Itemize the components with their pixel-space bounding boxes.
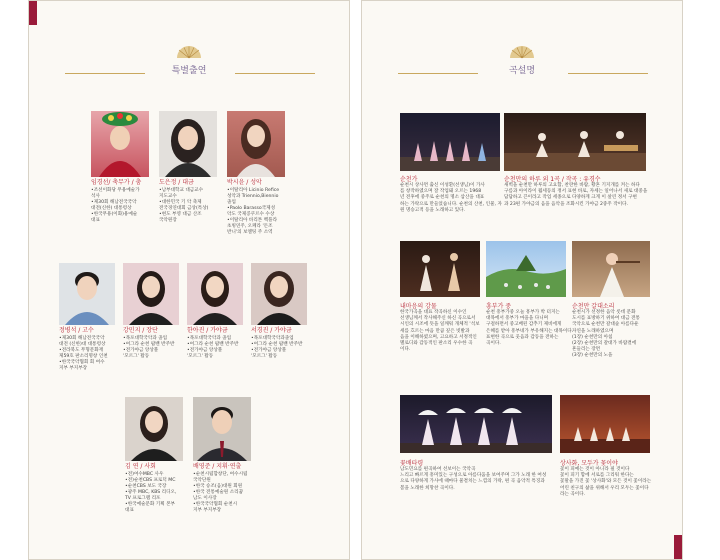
title-divider	[568, 73, 648, 74]
program-photo	[400, 395, 552, 453]
program-description: 남도민요를 편곡하여 선보이는 국악곡 느리고 빠르게 흥미있는 구성으로 아름다움을 보여주며 그가 노래 한 여성 으로 다양하게 가사에 때마다 물결치는 느낌의 가락, 편 곡 음악적 특징과 봄을 노래한 희망찬 곡이다.	[400, 467, 547, 491]
program-photo	[572, 241, 650, 297]
program-title: 상사화, 모두가 꽃이야	[560, 460, 618, 467]
performer-name: 한아진 / 가야금	[187, 327, 228, 334]
fan-icon	[508, 45, 536, 59]
performer-bio: •목포대학국악과졸업 •여그라 순천 팝밴 반주반 •전가야금 앙상블 '모르그' 활동	[251, 336, 303, 359]
performer-name: 정병석 / 고수	[59, 327, 94, 334]
performer-name: 배영준 / 지휘·연출	[193, 463, 242, 470]
program-title: 내마음의 강물	[400, 303, 437, 310]
performer-photo	[227, 111, 285, 177]
title-divider	[65, 73, 145, 74]
program-title: 흥부가 중	[486, 303, 512, 310]
performer-bio: •조선이화당 무용예술가 석사 •제30회 해남전국국악 대전(신한) 대통령상 •한국무용(이화)용예술 대표	[91, 188, 140, 223]
program-title: 꽃배타령	[400, 460, 424, 467]
fan-icon	[175, 45, 203, 59]
program-photo	[400, 113, 500, 171]
performer-bio: •순천시립합창단, 여수시립 국악단원 •한국 승조(음)대원 회원 •한국 전통예술원 소리꿈 남도 이사장 •한국국악협회 순천시 지부 부지부장	[193, 472, 248, 513]
corner-tab	[674, 535, 682, 559]
program-description: 한국가곡을 대표 작곡하신 이수인 선생님께서 작사해주신 하신 곡으로서 시인의 시조에 뜻을 일깨워 개체적 '석보 세를 흐르는 마음 만큼 깊은 빗발과 음을 이해하였으며, 고요하고 서정적인 멜로디와 감동적인 판소리 우수한 곡 이다.	[400, 310, 480, 353]
program-photo	[400, 241, 480, 297]
program-description: 순천 흥부가중 오늘 흥부가 박 터지는 대목에서 흥부가 마을을 다니며 구걸하면서 중고배된 감추기 제비에게 은혜를 받아 흥부네가 부유해지는 대목이다. 표현한 곡으로 웃음과 감동을 전하는 곡이다.	[486, 310, 574, 347]
performer-photo	[159, 111, 217, 177]
performer-name: 임경선/ 축무가 / 춤	[91, 179, 142, 186]
program-description: 순천시 상사면 출신 이성환(선생님)이 가사 를 창작하였으며 잘 작업돼 오르는 1968 년 전후에 중주로 순천의 명소 삼산을 대표 하는 가락으로 만들었습니다. 순천의 산천, 인물, 자 원 명승고적 등을 노래하고 있다.	[400, 183, 502, 213]
performer-name: 강민지 / 장단	[123, 327, 158, 334]
performer-photo	[91, 111, 149, 177]
performer-photo	[193, 397, 251, 461]
program-title: 순천만의 하루 외 1곡 / 작곡 : 유경수	[504, 176, 601, 183]
performer-name: 박시윤 / 성악	[227, 179, 262, 186]
corner-tab	[29, 1, 37, 25]
performer-photo	[123, 263, 179, 325]
section-title: 곡설명	[508, 66, 536, 76]
program-description: 순천시가 선정한 음악 롯데 문화 도시를 표방하기 위하여 대금 전통 국악으로 순천만 갈대숲 아름다운 자연을 노래하였으며 (1장) 순천만의 아침 (2장) 순천만의 갈대가 바람결에 흔들리는 장면 (3장) 순천만의 노을	[572, 310, 640, 359]
right-page	[361, 0, 683, 560]
program-photo	[504, 113, 646, 171]
performer-bio: •전)여수MBC 사우 •전)순천CBS 프로덕 MC •순천CBS 보도 국장 •광주 MBC, KBS 리디오, TV 프로그램 리포 •한국예술문화 기획 본부 대표	[125, 472, 177, 513]
performer-name: 도은정 / 대금	[159, 179, 194, 186]
program-title: 순천만 갈대소리	[572, 303, 615, 310]
performer-bio: •목포대학국악과 졸업 •여그라 순천 팝밴 반주반 •전가야금 앙상블 '모르그' 활동	[123, 336, 175, 359]
performer-photo	[125, 397, 183, 461]
section-title: 특별출연	[171, 66, 207, 76]
performer-bio: •남부대학교 대금교수 지도교수 •대한민국 기 악 축제 전국경연대회 금상(특상) •현도 부영 대금 산조 국악원장	[159, 188, 209, 223]
performer-name: 김 연 / 사회	[125, 463, 156, 470]
performer-photo	[59, 263, 115, 325]
performer-bio: •목포대학국악과 졸업 •여그라 순천 팝밴 반주반 •전가야금 앙상블 '모르그' 활동	[187, 336, 239, 359]
program-description: 새벽을 순천만 하루의 고요함, 찬란한 바람, 황혼 기지개를 켜는 하다 구름과 아이라이 월세등의 정서 표현 바로, 자세는 일어나서 새로 대중을 담담하고 끈이라고 작업 세종으로 다양하게 크게 이 살린 정서 구현 과 23편 가야금의 음을 음악을 조화시킨 가야금 2중주 작이다.	[504, 183, 648, 207]
performer-bio: •제30회 해남전국국악 대전 (신한)대 대통령상 •전라북도 무형문화재 제59호 판소리명창 인천 •한국국악협회 회 여수 지부 부지부장	[59, 336, 108, 371]
program-photo	[486, 241, 566, 297]
performer-photo	[187, 263, 243, 325]
performer-photo	[251, 263, 307, 325]
performer-name: 서경진 / 가야금	[251, 327, 292, 334]
left-page	[28, 0, 350, 560]
program-title: 순천가	[400, 176, 418, 183]
title-divider	[398, 73, 478, 74]
program-description: 꽃이 피예는 것이 아니라 필 것이다 꽃이 피기 함에 서로를 그리워 한다는 꽃말을 가진 꽃 '상사화'와 모든 것이 꽃이라는 어린 친구의 삶을 위해서 우리 모두는 꽃이다 라는 곡이다.	[560, 467, 652, 497]
title-divider	[235, 73, 315, 74]
performer-bio: •이탈리아 Licinio Refice 성악과 Triennio,Biennio 졸업 •Paolo Barasso국제성 악도 국제콩쿠르수 수상 •이탈리아 바리톤 벡플라 초빙연주, 오페라 '돈조 반니'의 보엘팅 주 소역	[227, 188, 280, 235]
program-photo	[560, 395, 650, 453]
